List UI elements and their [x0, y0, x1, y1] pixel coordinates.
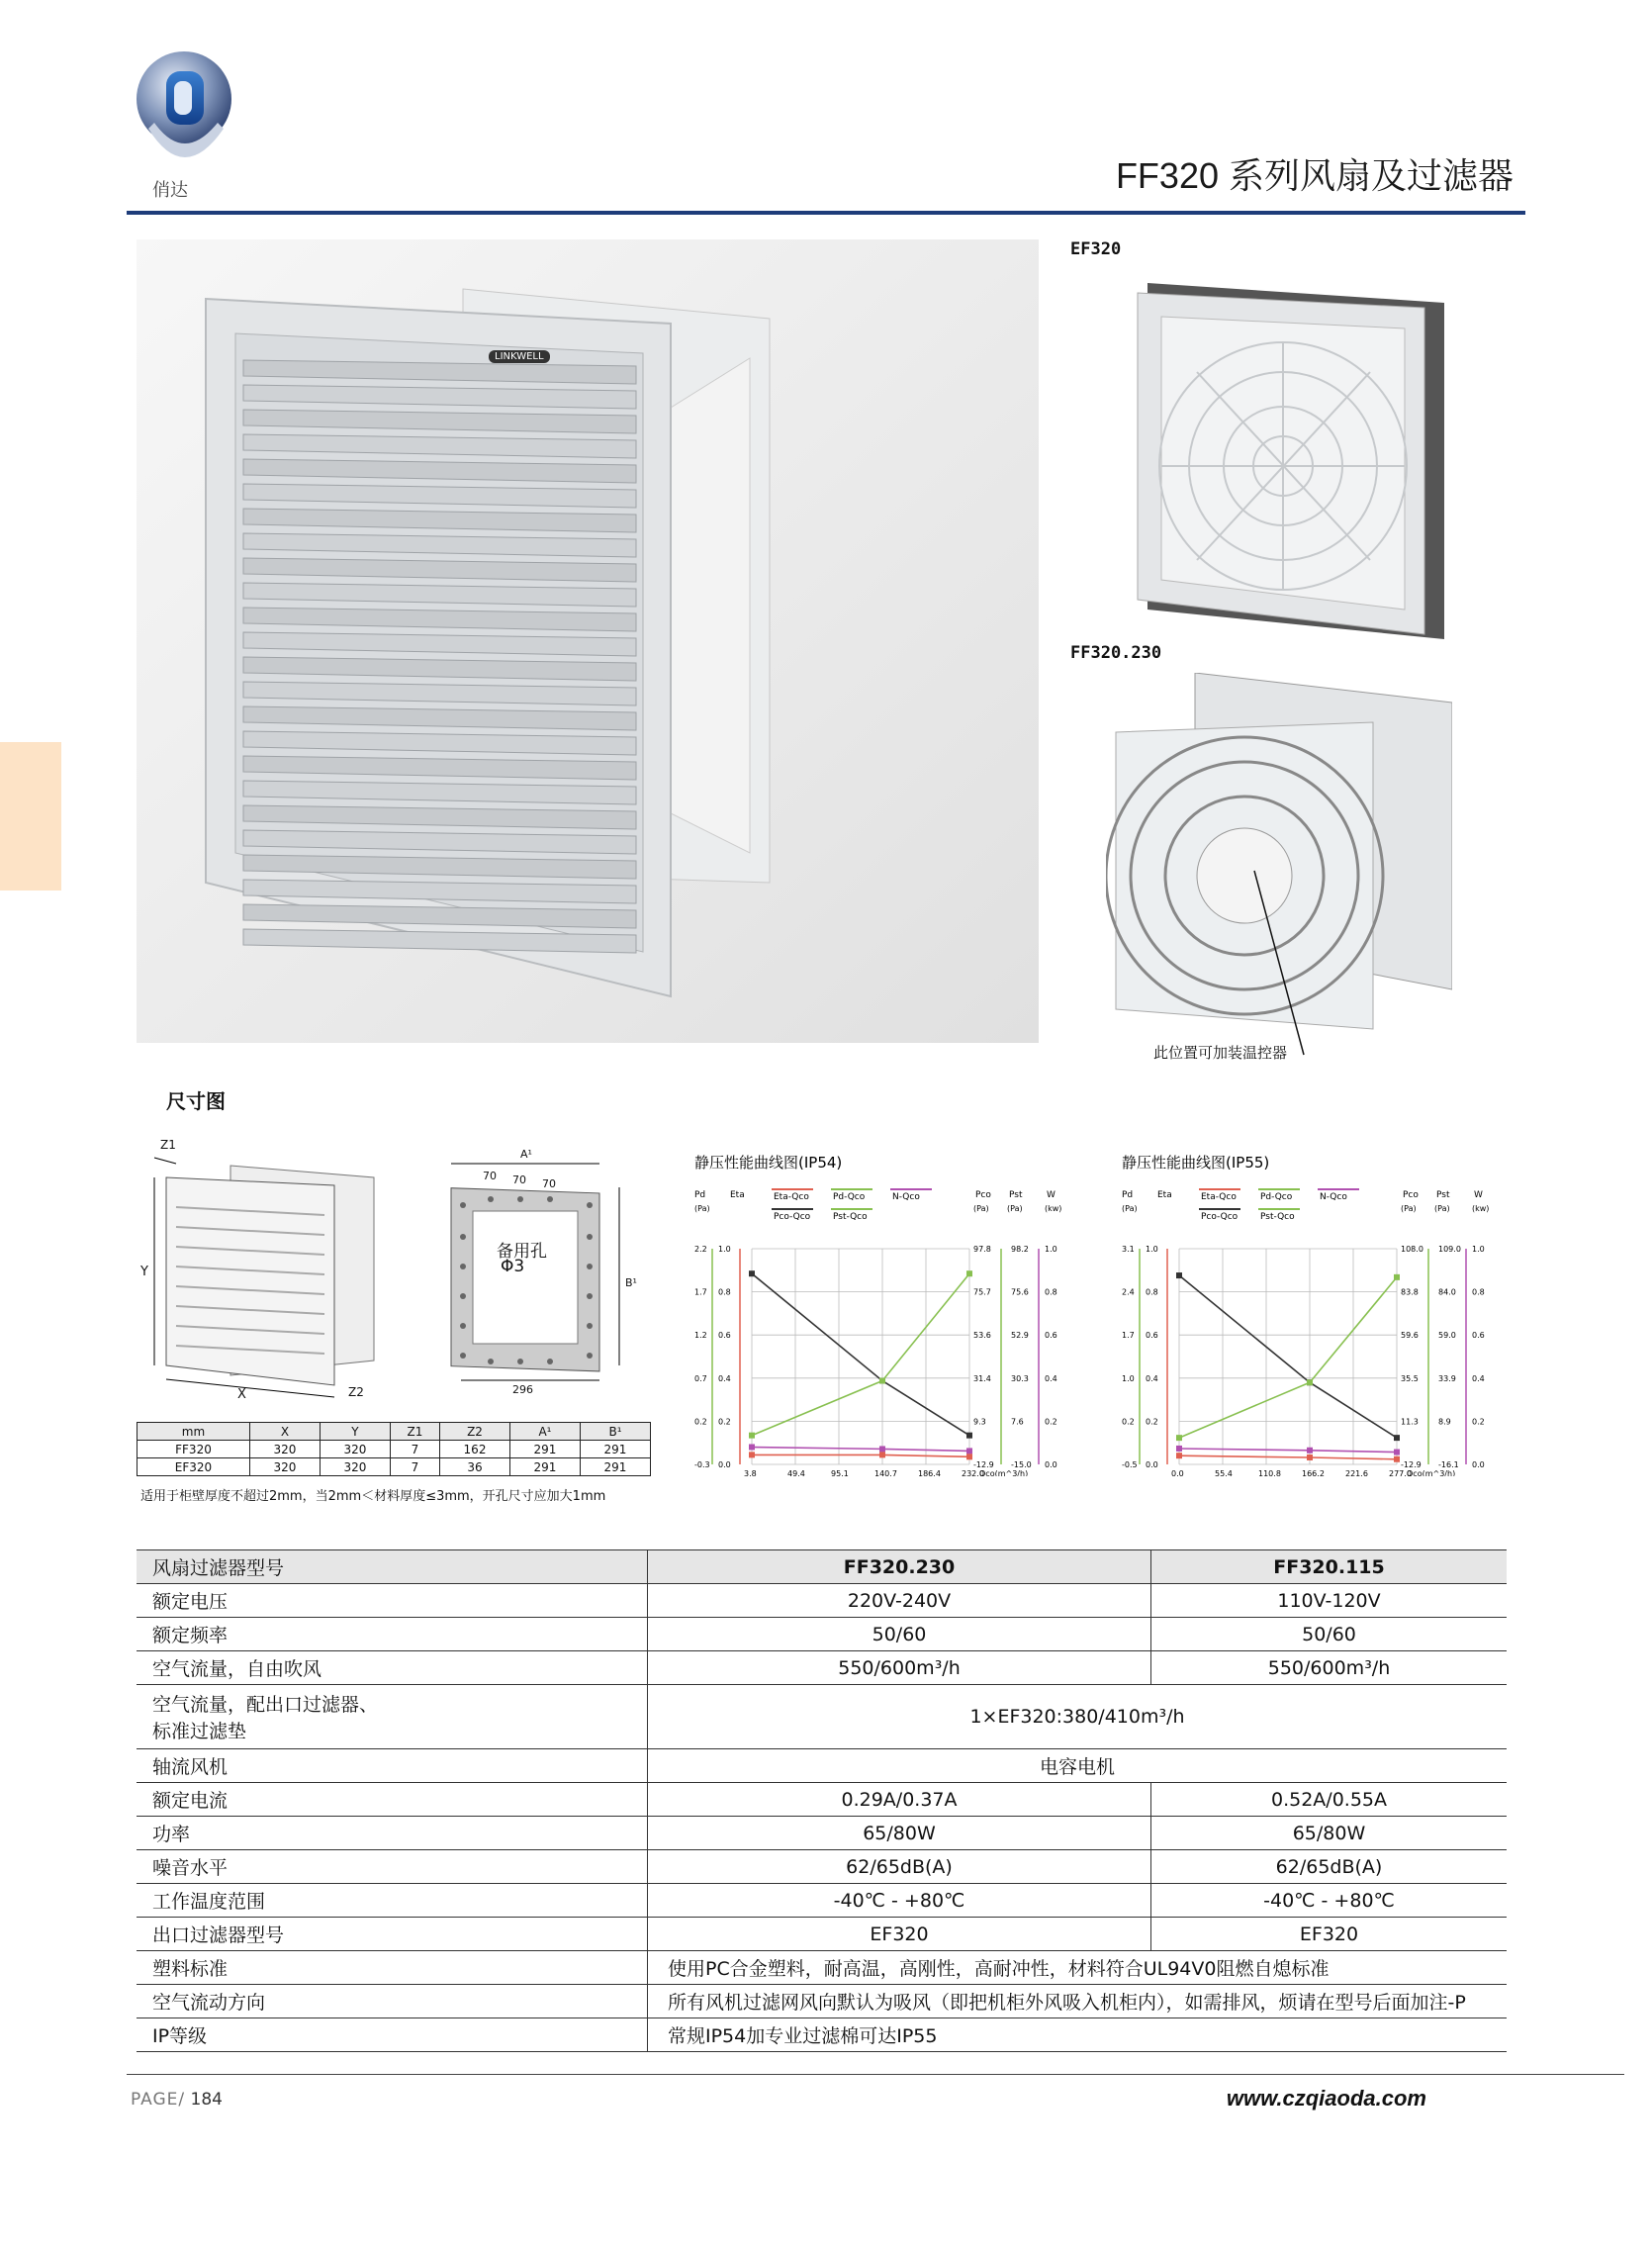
header-cell: Z2: [440, 1423, 510, 1441]
pco-tick-label: 108.0: [1401, 1245, 1423, 1254]
spec-value: 0.29A/0.37A: [648, 1783, 1151, 1817]
data-point: [1307, 1448, 1313, 1454]
pd-tick-label: 3.1: [1122, 1245, 1135, 1254]
x-tick-label: 277.0: [1389, 1469, 1412, 1476]
spec-value: 110V-120V: [1151, 1584, 1508, 1618]
header-cell: mm: [138, 1423, 250, 1441]
data-point: [749, 1452, 755, 1457]
page-number: [131, 2090, 223, 2110]
table-cell: 36: [440, 1458, 510, 1476]
label-b: B¹: [625, 1276, 637, 1289]
table-cell: EF320: [138, 1458, 250, 1476]
data-point: [1394, 1274, 1400, 1280]
pst-tick-label: 109.0: [1438, 1245, 1461, 1254]
pco-tick-label: 83.8: [1401, 1287, 1419, 1297]
data-point: [966, 1448, 972, 1454]
x-tick-label: 232.0: [962, 1469, 984, 1476]
pd-tick-label: 1.2: [694, 1331, 707, 1341]
legend-label: Pst-Qco: [833, 1212, 868, 1222]
series-line: [752, 1448, 969, 1452]
dimension-table: [137, 1422, 651, 1476]
pco-tick-label: 75.7: [973, 1287, 991, 1297]
spec-label: 额定频率: [137, 1618, 648, 1651]
data-point: [1176, 1272, 1182, 1278]
legend-label: Pd-Qco: [1260, 1192, 1293, 1202]
label-296: 296: [512, 1383, 533, 1396]
spec-row-power: [137, 1817, 1507, 1850]
w-tick-label: 0.8: [1472, 1287, 1485, 1297]
spec-label: 工作温度范围: [137, 1884, 648, 1918]
pd-tick-label: 1.7: [1122, 1331, 1135, 1341]
eta-tick-label: 0.2: [1146, 1417, 1158, 1427]
w-tick-label: 0.0: [1472, 1460, 1485, 1469]
axis-label-pd: Pd: [1122, 1190, 1134, 1200]
dimension-drawing-cutout: [431, 1148, 659, 1400]
axis-label-eta: Eta: [1157, 1190, 1172, 1200]
table-cell: 291: [580, 1458, 650, 1476]
legend-label: Pst-Qco: [1260, 1212, 1295, 1222]
x-tick-label: 166.2: [1302, 1469, 1325, 1476]
spec-row-voltage: [137, 1584, 1507, 1618]
w-tick-label: 0.8: [1045, 1287, 1057, 1297]
website-link[interactable]: www.czqiaoda.com: [1226, 2086, 1426, 2111]
pst-tick-label: 75.6: [1011, 1287, 1029, 1297]
spec-label: 额定电流: [137, 1783, 648, 1817]
footer-divider: [127, 2074, 1624, 2075]
data-point: [1307, 1454, 1313, 1460]
chart-title: 静压性能曲线图(IP54): [694, 1154, 843, 1172]
table-row: [138, 1458, 651, 1476]
table-cell: 320: [249, 1458, 320, 1476]
pd-tick-label: 2.4: [1122, 1287, 1135, 1297]
eta-tick-label: 0.6: [1146, 1331, 1158, 1341]
axis-unit-w: (kw): [1472, 1204, 1490, 1213]
data-point: [966, 1454, 972, 1459]
eta-tick-label: 0.8: [718, 1287, 731, 1297]
performance-chart-ip54: [692, 1150, 1068, 1476]
axis-unit-pst: (Pa): [1007, 1204, 1023, 1213]
series-line: [1179, 1455, 1397, 1459]
axis-label-eta: Eta: [730, 1190, 745, 1200]
spec-model-1: FF320.230: [648, 1550, 1151, 1584]
spec-value: 65/80W: [1151, 1817, 1508, 1850]
label-pitch-3: 70: [542, 1177, 556, 1190]
spec-label: 功率: [137, 1817, 648, 1850]
pd-tick-label: -0.5: [1122, 1460, 1138, 1469]
spec-value: 50/60: [648, 1618, 1151, 1651]
label-pitch-2: 70: [512, 1173, 526, 1186]
spec-label: 风扇过滤器型号: [137, 1550, 648, 1584]
pco-tick-label: -12.9: [973, 1460, 994, 1469]
data-point: [1394, 1450, 1400, 1455]
spec-label: IP等级: [137, 2018, 648, 2052]
x-tick-label: 221.6: [1345, 1469, 1368, 1476]
spec-value: 550/600m³/h: [648, 1651, 1151, 1685]
spec-value: 62/65dB(A): [648, 1850, 1151, 1884]
pst-tick-label: 8.9: [1438, 1417, 1451, 1427]
spec-value: 50/60: [1151, 1618, 1508, 1651]
series-line: [752, 1273, 969, 1436]
header-cell: A¹: [510, 1423, 581, 1441]
label-z2: Z2: [348, 1385, 364, 1399]
series-line: [752, 1454, 969, 1456]
spec-value: 220V-240V: [648, 1584, 1151, 1618]
header-cell: Z1: [390, 1423, 439, 1441]
spec-value: -40℃ - +80℃: [648, 1884, 1151, 1918]
spec-row-current: [137, 1783, 1507, 1817]
pco-tick-label: 11.3: [1401, 1417, 1419, 1427]
pd-tick-label: 0.2: [694, 1417, 707, 1427]
header-cell: X: [249, 1423, 320, 1441]
spec-label: 轴流风机: [137, 1749, 648, 1783]
w-tick-label: 0.0: [1045, 1460, 1057, 1469]
legend-label: Eta-Qco: [1201, 1192, 1237, 1202]
header-divider: [127, 211, 1525, 215]
label-z1: Z1: [160, 1138, 176, 1152]
eta-tick-label: 0.0: [718, 1460, 731, 1469]
label-x: X: [237, 1387, 246, 1402]
pco-tick-label: 9.3: [973, 1417, 986, 1427]
eta-tick-label: 0.2: [718, 1417, 731, 1427]
axis-unit-w: (kw): [1045, 1204, 1062, 1213]
spec-table: [137, 1549, 1507, 2052]
series-line: [1179, 1449, 1397, 1453]
x-tick-label: 49.4: [787, 1469, 805, 1476]
w-tick-label: 0.2: [1045, 1417, 1057, 1427]
spec-model-2: FF320.115: [1151, 1550, 1508, 1584]
pco-tick-label: 53.6: [973, 1331, 991, 1341]
table-cell: 162: [440, 1441, 510, 1458]
x-tick-label: 140.7: [874, 1469, 897, 1476]
data-point: [879, 1446, 885, 1452]
legend-label: N-Qco: [1320, 1192, 1347, 1202]
page-title: FF320 系列风扇及过滤器: [1115, 155, 1514, 196]
spec-label-line: 空气流量，配出口过滤器、: [152, 1694, 379, 1716]
pd-tick-label: 1.0: [1122, 1373, 1135, 1383]
w-tick-label: 0.4: [1472, 1373, 1485, 1383]
spec-row-ip: [137, 2018, 1507, 2052]
spec-label: 出口过滤器型号: [137, 1918, 648, 1951]
axis-unit-pd: (Pa): [694, 1204, 710, 1213]
brand-mark: 俏达: [152, 180, 188, 201]
label-spare-hole: 备用孔: [497, 1242, 547, 1262]
pd-tick-label: -0.3: [694, 1460, 710, 1469]
eta-tick-label: 0.0: [1146, 1460, 1158, 1469]
data-point: [749, 1270, 755, 1276]
dimension-table-header: [138, 1423, 651, 1441]
spec-value: -40℃ - +80℃: [1151, 1884, 1508, 1918]
spec-label: 空气流动方向: [137, 1985, 648, 2018]
spec-row-temp: [137, 1884, 1507, 1918]
x-tick-label: 186.4: [918, 1469, 941, 1476]
spec-value: 所有风机过滤网风向默认为吸风（即把机柜外风吸入机柜内），如需排风，烦请在型号后面加注-P: [648, 1985, 1508, 2018]
header-cell: Y: [320, 1423, 390, 1441]
table-row: [138, 1441, 651, 1458]
spec-label: 噪音水平: [137, 1850, 648, 1884]
dimension-note: 适用于柜壁厚度不超过2mm，当2mm＜材料厚度≤3mm，开孔尺寸应加大1mm: [140, 1489, 606, 1504]
spec-row-outlet-filter: [137, 1918, 1507, 1951]
axis-label-pd: Pd: [694, 1190, 706, 1200]
eta-tick-label: 0.4: [718, 1373, 731, 1383]
table-cell: 291: [580, 1441, 650, 1458]
label-y: Y: [140, 1265, 148, 1279]
main-product-photo: [137, 239, 1039, 1043]
spec-header-row: [137, 1550, 1507, 1584]
eta-tick-label: 0.8: [1146, 1287, 1158, 1297]
pco-tick-label: 59.6: [1401, 1331, 1419, 1341]
header-cell: B¹: [580, 1423, 650, 1441]
data-point: [1307, 1379, 1313, 1385]
series-line: [1179, 1275, 1397, 1438]
dimension-drawing-side: [137, 1138, 394, 1405]
x-axis-label: Qco(m^3/h): [1407, 1469, 1456, 1476]
table-cell: 320: [249, 1441, 320, 1458]
axis-unit-pd: (Pa): [1122, 1204, 1138, 1213]
eta-tick-label: 1.0: [718, 1245, 731, 1254]
page-prefix: PAGE/: [131, 2090, 186, 2110]
table-cell: 7: [390, 1458, 439, 1476]
w-tick-label: 0.4: [1045, 1373, 1057, 1383]
table-cell: 320: [320, 1441, 390, 1458]
pst-tick-label: 59.0: [1438, 1331, 1456, 1341]
page-number-value: 184: [190, 2090, 223, 2110]
label-hole-diameter: Φ3: [501, 1257, 525, 1276]
pco-tick-label: -12.9: [1401, 1460, 1422, 1469]
spec-row-noise: [137, 1850, 1507, 1884]
spec-row-airflow-direction: [137, 1985, 1507, 2018]
table-cell: 291: [510, 1458, 581, 1476]
spec-value: 0.52A/0.55A: [1151, 1783, 1508, 1817]
spec-row-plastic: [137, 1951, 1507, 1985]
label-pitch-1: 70: [483, 1170, 497, 1182]
spec-label: 额定电压: [137, 1584, 648, 1618]
spec-row-frequency: [137, 1618, 1507, 1651]
legend-label: Pd-Qco: [833, 1192, 866, 1202]
pco-tick-label: 31.4: [973, 1373, 991, 1383]
pco-tick-label: 35.5: [1401, 1373, 1419, 1383]
spec-value: 62/65dB(A): [1151, 1850, 1508, 1884]
pd-tick-label: 0.2: [1122, 1417, 1135, 1427]
data-point: [966, 1433, 972, 1439]
fan-brand-badge: LINKWELL: [489, 350, 550, 363]
axis-unit-pco: (Pa): [1401, 1204, 1417, 1213]
spec-value: EF320: [648, 1918, 1151, 1951]
x-tick-label: 95.1: [831, 1469, 849, 1476]
x-tick-label: 110.8: [1258, 1469, 1281, 1476]
spec-value: 使用PC合金塑料，耐高温，高刚性，高耐冲性，材料符合UL94V0阻燃自熄标准: [648, 1951, 1508, 1985]
pst-tick-label: 52.9: [1011, 1331, 1029, 1341]
data-point: [749, 1433, 755, 1439]
pst-tick-label: 33.9: [1438, 1373, 1456, 1383]
data-point: [1176, 1446, 1182, 1452]
data-point: [1394, 1435, 1400, 1441]
data-point: [1394, 1456, 1400, 1462]
table-cell: 320: [320, 1458, 390, 1476]
eta-tick-label: 0.4: [1146, 1373, 1158, 1383]
ef320-label: EF320: [1070, 239, 1122, 259]
eta-tick-label: 1.0: [1146, 1245, 1158, 1254]
spec-label: [137, 1685, 648, 1749]
x-tick-label: 0.0: [1171, 1469, 1184, 1476]
pst-tick-label: -16.1: [1438, 1460, 1459, 1469]
spec-value: 常规IP54加专业过滤棉可达IP55: [648, 2018, 1508, 2052]
spec-row-fan-type: [137, 1749, 1507, 1783]
axis-label-pco: Pco: [975, 1190, 991, 1200]
w-tick-label: 0.2: [1472, 1417, 1485, 1427]
axis-unit-pst: (Pa): [1434, 1204, 1450, 1213]
w-tick-label: 0.6: [1045, 1331, 1057, 1341]
pst-tick-label: 84.0: [1438, 1287, 1456, 1297]
spec-row-airflow-free: [137, 1651, 1507, 1685]
spec-value: 1×EF320:380/410m³/h: [648, 1685, 1508, 1749]
spec-label: 空气流量，自由吹风: [137, 1651, 648, 1685]
pco-tick-label: 97.8: [973, 1245, 991, 1254]
axis-label-w: W: [1474, 1190, 1483, 1200]
data-point: [966, 1270, 972, 1276]
company-logo: [127, 38, 245, 206]
spec-value: EF320: [1151, 1918, 1508, 1951]
dimensions-heading: 尺寸图: [166, 1089, 226, 1113]
w-tick-label: 1.0: [1472, 1245, 1485, 1254]
table-cell: FF320: [138, 1441, 250, 1458]
data-point: [1176, 1435, 1182, 1441]
table-cell: 291: [510, 1441, 581, 1458]
legend-label: Pco-Qco: [1201, 1212, 1239, 1222]
w-tick-label: 0.6: [1472, 1331, 1485, 1341]
data-point: [879, 1452, 885, 1457]
data-point: [879, 1378, 885, 1384]
label-a: A¹: [520, 1148, 532, 1161]
ff320230-label: FF320.230: [1070, 643, 1162, 663]
spec-value: 550/600m³/h: [1151, 1651, 1508, 1685]
chart-title: 静压性能曲线图(IP55): [1122, 1154, 1270, 1172]
pd-tick-label: 1.7: [694, 1287, 707, 1297]
axis-unit-pco: (Pa): [973, 1204, 989, 1213]
thermostat-note: 此位置可加装温控器: [1153, 1044, 1288, 1062]
ef320-filter-photo: [1128, 273, 1454, 649]
spec-value: 电容电机: [648, 1749, 1508, 1783]
x-axis-label: Qco(m^3/h): [979, 1469, 1029, 1476]
axis-label-w: W: [1047, 1190, 1055, 1200]
x-tick-label: 55.4: [1215, 1469, 1233, 1476]
axis-label-pco: Pco: [1403, 1190, 1419, 1200]
spec-value: 65/80W: [648, 1817, 1151, 1850]
axis-label-pst: Pst: [1009, 1190, 1023, 1200]
spec-label-line: 标准过滤垫: [152, 1721, 247, 1742]
spec-row-airflow-filter: [137, 1685, 1507, 1749]
data-point: [749, 1444, 755, 1450]
pst-tick-label: 98.2: [1011, 1245, 1029, 1254]
spec-label: 塑料标准: [137, 1951, 648, 1985]
performance-chart-ip55: [1120, 1150, 1496, 1476]
pd-tick-label: 0.7: [694, 1373, 707, 1383]
pst-tick-label: 30.3: [1011, 1373, 1029, 1383]
table-cell: 7: [390, 1441, 439, 1458]
pst-tick-label: -15.0: [1011, 1460, 1032, 1469]
w-tick-label: 1.0: [1045, 1245, 1057, 1254]
legend-label: Eta-Qco: [774, 1192, 809, 1202]
legend-label: N-Qco: [892, 1192, 920, 1202]
x-tick-label: 3.8: [744, 1469, 757, 1476]
legend-label: Pco-Qco: [774, 1212, 811, 1222]
eta-tick-label: 0.6: [718, 1331, 731, 1341]
pd-tick-label: 2.2: [694, 1245, 707, 1254]
ff320230-fan-photo: [1106, 673, 1452, 1059]
data-point: [1176, 1453, 1182, 1458]
series-line: [752, 1273, 969, 1436]
pst-tick-label: 7.6: [1011, 1417, 1024, 1427]
side-section-tab: [0, 742, 61, 891]
axis-label-pst: Pst: [1436, 1190, 1450, 1200]
